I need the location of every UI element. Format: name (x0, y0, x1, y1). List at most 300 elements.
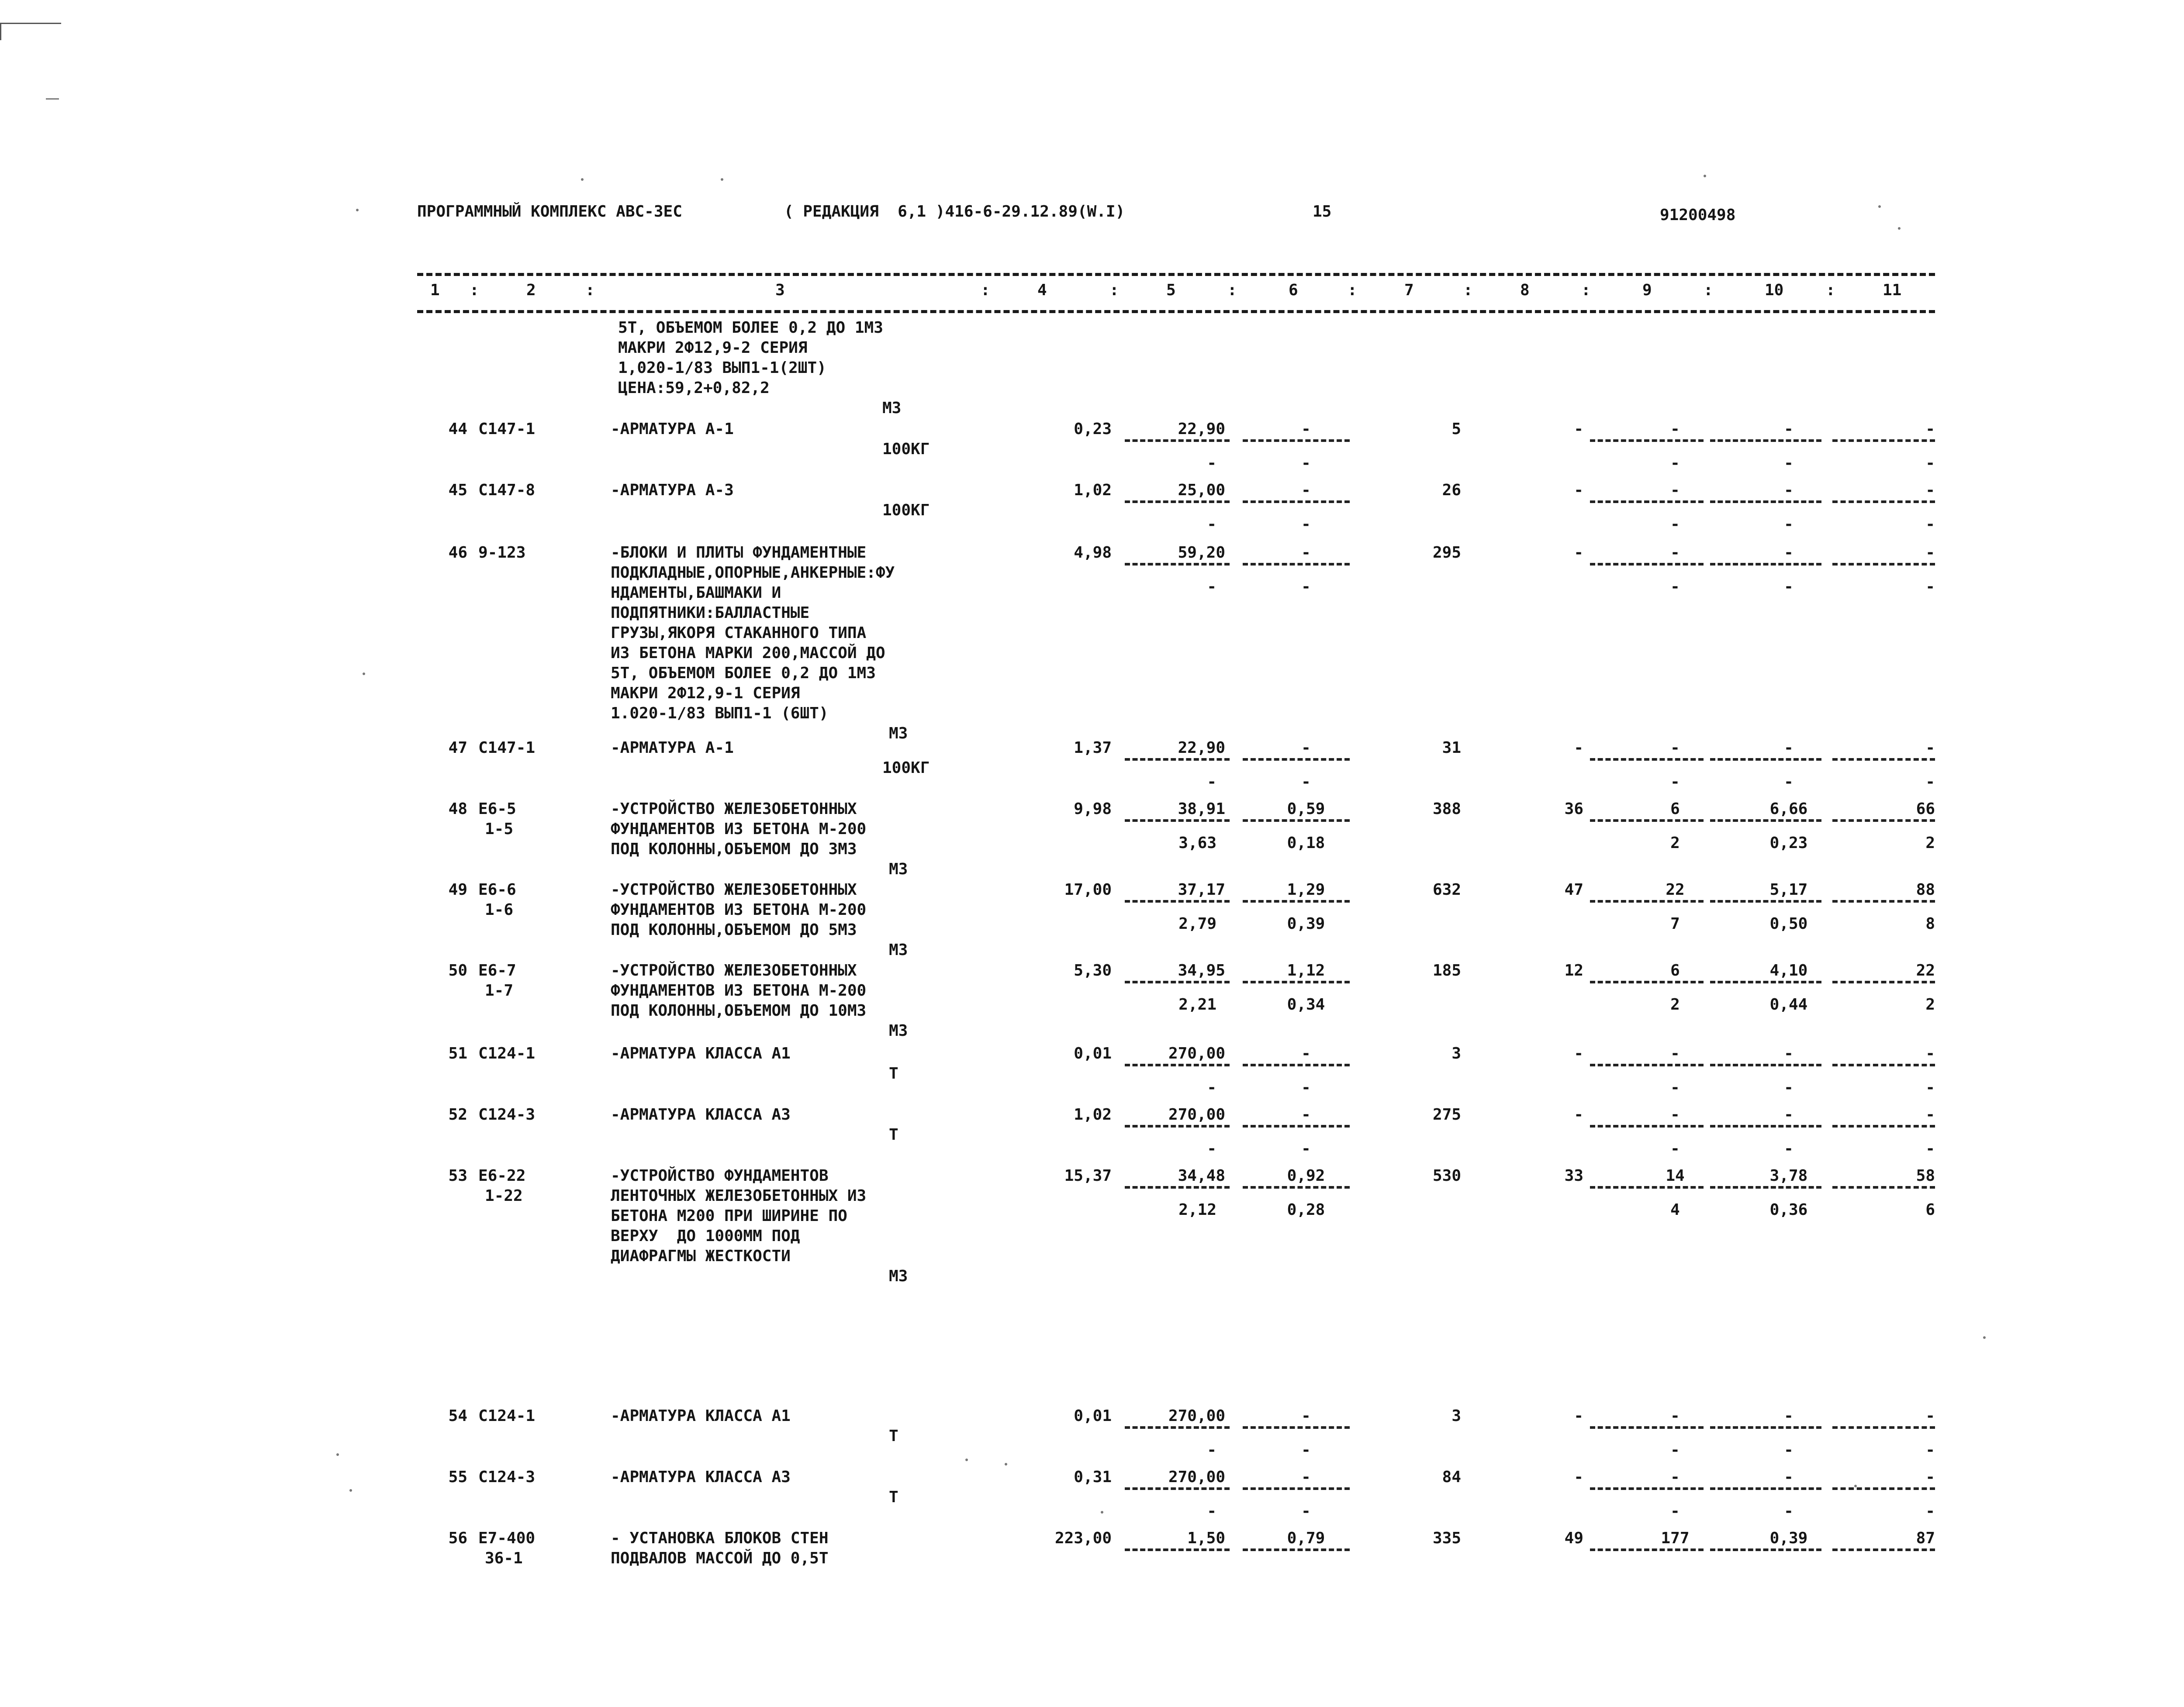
unit-price-machines: 1,29 (1287, 881, 1325, 899)
cost-wages: - (1574, 481, 1583, 499)
scan-speck (1878, 205, 1881, 208)
scan-speck (581, 178, 584, 181)
unit-price-machines: 0,59 (1287, 800, 1325, 818)
unit-price-total: 270,00 (1168, 1468, 1225, 1486)
cost-total: 295 (1432, 544, 1461, 562)
labor-col-11-sub: - (1925, 1441, 1935, 1459)
scan-speck (356, 209, 359, 211)
value-separator (1125, 1125, 1230, 1128)
unit-price-machine-wages: - (1301, 515, 1311, 533)
work-description-line: ГРУЗЫ,ЯКОРЯ СТАКАННОГО ТИПА (611, 624, 867, 642)
unit-price-total: 1,50 (1187, 1529, 1225, 1547)
value-separator (1590, 981, 1704, 983)
labor-col-10: 6,66 (1769, 800, 1808, 818)
quantity-value: 0,01 (1074, 1045, 1112, 1062)
intro-line: ЦЕНА:59,2+0,82,2 (618, 379, 770, 397)
work-description-line: ПОД КОЛОННЫ,ОБЪЕМОМ ДО 3М3 (611, 840, 857, 858)
row-number: 55 (448, 1468, 467, 1486)
unit-of-measure: 100КГ (882, 501, 930, 519)
price-code: Е6-22 (478, 1167, 526, 1185)
labor-col-11-sub: 6 (1925, 1201, 1935, 1219)
column-separator: : (981, 281, 990, 299)
labor-col-11: - (1925, 1407, 1935, 1425)
intro-unit: М3 (882, 399, 902, 417)
unit-price-machine-wages: - (1301, 773, 1311, 791)
cost-total: 26 (1442, 481, 1461, 499)
work-description-line: -АРМАТУРА А-3 (611, 481, 734, 499)
unit-price-total: 34,48 (1178, 1167, 1225, 1185)
work-description-line: МАКРИ 2Ф12,9-1 СЕРИЯ (611, 684, 800, 702)
unit-price-wages: - (1207, 1502, 1216, 1520)
value-separator (1590, 1186, 1704, 1189)
labor-col-10-sub: - (1784, 578, 1794, 596)
price-code-sub: 1-7 (485, 982, 514, 1000)
price-code: С124-3 (478, 1468, 536, 1486)
row-number: 45 (448, 481, 467, 499)
value-separator (1832, 819, 1935, 822)
labor-col-10: 5,17 (1769, 881, 1808, 899)
value-separator (1125, 1487, 1230, 1490)
value-separator (1243, 1426, 1350, 1429)
labor-col-9: - (1670, 1106, 1680, 1124)
value-separator (1710, 758, 1821, 761)
scan-speck (1983, 1336, 1986, 1339)
labor-col-10: 0,39 (1769, 1529, 1808, 1547)
column-header-10: 10 (1765, 281, 1784, 299)
unit-of-measure: М3 (889, 724, 908, 742)
column-header-11: 11 (1883, 281, 1902, 299)
labor-col-10: 4,10 (1769, 962, 1808, 979)
value-separator (1590, 500, 1704, 503)
labor-col-11-sub: - (1925, 773, 1935, 791)
unit-price-total: 37,17 (1178, 881, 1225, 899)
work-description-line: 5Т, ОБЪЕМОМ БОЛЕЕ 0,2 ДО 1М3 (611, 664, 876, 682)
price-code: Е6-5 (478, 800, 516, 818)
value-separator (1125, 758, 1230, 761)
column-header-3: 3 (775, 281, 785, 299)
cost-total: 5 (1451, 420, 1461, 438)
unit-price-machines: - (1301, 1045, 1311, 1062)
intro-line: 1,020-1/83 ВЫП1-1(2ШТ) (618, 359, 826, 377)
cost-total: 3 (1451, 1407, 1461, 1425)
labor-col-11: 22 (1916, 962, 1935, 979)
column-header-8: 8 (1520, 281, 1530, 299)
quantity-value: 0,23 (1074, 420, 1112, 438)
labor-col-10-sub: - (1784, 773, 1794, 791)
scan-speck (363, 672, 365, 675)
value-separator (1710, 819, 1821, 822)
scan-speck (336, 1453, 339, 1456)
scan-speck (1854, 1485, 1857, 1487)
work-description-line: -УСТРОЙСТВО ЖЕЛЕЗОБЕТОННЫХ (611, 800, 857, 818)
quantity-value: 5,30 (1074, 962, 1112, 979)
unit-price-machines: - (1301, 544, 1311, 562)
value-separator (1710, 1186, 1821, 1189)
labor-col-9-sub: 4 (1670, 1201, 1680, 1219)
unit-price-machine-wages: 0,18 (1287, 834, 1325, 852)
quantity-value: 0,01 (1074, 1407, 1112, 1425)
value-separator (1590, 1426, 1704, 1429)
price-code: С147-1 (478, 739, 536, 757)
row-number: 54 (448, 1407, 467, 1425)
quantity-value: 17,00 (1064, 881, 1112, 899)
unit-of-measure: М3 (889, 1267, 908, 1285)
labor-col-11-sub: 2 (1925, 834, 1935, 852)
labor-col-9-sub: - (1670, 454, 1680, 472)
cost-total: 335 (1432, 1529, 1461, 1547)
value-separator (1125, 1064, 1230, 1066)
unit-price-wages: - (1207, 515, 1216, 533)
price-code: С124-1 (478, 1407, 536, 1425)
cost-total: 530 (1432, 1167, 1461, 1185)
labor-col-10-sub: 0,44 (1769, 996, 1808, 1014)
value-separator (1590, 1548, 1704, 1551)
quantity-value: 4,98 (1074, 544, 1112, 562)
column-header-9: 9 (1642, 281, 1652, 299)
labor-col-11: - (1925, 1106, 1935, 1124)
labor-col-10: - (1784, 481, 1794, 499)
quantity-value: 223,00 (1054, 1529, 1112, 1547)
labor-col-10: 3,78 (1769, 1167, 1808, 1185)
unit-price-wages: 3,63 (1178, 834, 1216, 852)
unit-price-wages: 2,12 (1178, 1201, 1216, 1219)
value-separator (1243, 1548, 1350, 1551)
scan-speck (721, 178, 723, 181)
unit-price-wages: 2,79 (1178, 915, 1216, 933)
labor-col-11: - (1925, 739, 1935, 757)
value-separator (1710, 500, 1821, 503)
price-code: Е7-400 (478, 1529, 536, 1547)
column-separator: : (1109, 281, 1119, 299)
row-number: 44 (448, 420, 467, 438)
work-description-line: -БЛОКИ И ПЛИТЫ ФУНДАМЕНТНЫЕ (611, 544, 867, 562)
quantity-value: 9,98 (1074, 800, 1112, 818)
work-description-line: ВЕРХУ ДО 1000ММ ПОД (611, 1227, 800, 1245)
unit-price-machine-wages: - (1301, 1079, 1311, 1097)
work-description-line: -АРМАТУРА А-1 (611, 739, 734, 757)
labor-col-11: - (1925, 420, 1935, 438)
labor-col-9: - (1670, 1468, 1680, 1486)
cost-wages: 33 (1564, 1167, 1583, 1185)
value-separator (1832, 500, 1935, 503)
unit-of-measure: Т (889, 1126, 898, 1144)
column-separator: : (1463, 281, 1473, 299)
value-separator (1832, 1487, 1935, 1490)
unit-price-machines: 0,92 (1287, 1167, 1325, 1185)
labor-col-9-sub: 2 (1670, 996, 1680, 1014)
unit-of-measure: 100КГ (882, 440, 930, 458)
price-code: С147-8 (478, 481, 536, 499)
work-description-line: НДАМЕНТЫ,БАШМАКИ И (611, 584, 781, 602)
value-separator (1832, 900, 1935, 903)
unit-price-wages: - (1207, 1140, 1216, 1158)
value-separator (1243, 900, 1350, 903)
labor-col-9-sub: 2 (1670, 834, 1680, 852)
quantity-value: 1,37 (1074, 739, 1112, 757)
cost-wages: - (1574, 1106, 1583, 1124)
unit-of-measure: М3 (889, 941, 908, 959)
labor-col-10: - (1784, 1106, 1794, 1124)
value-separator (1590, 1125, 1704, 1128)
unit-price-machine-wages: - (1301, 1502, 1311, 1520)
labor-col-11-sub: - (1925, 578, 1935, 596)
labor-col-9: 14 (1666, 1167, 1685, 1185)
value-separator (1590, 439, 1704, 442)
row-number: 46 (448, 544, 467, 562)
unit-price-total: 34,95 (1178, 962, 1225, 979)
labor-col-11-sub: - (1925, 1079, 1935, 1097)
labor-col-11-sub: 2 (1925, 996, 1935, 1014)
scan-corner-mark-vertical (0, 23, 1, 40)
value-separator (1832, 758, 1935, 761)
cost-wages: - (1574, 420, 1583, 438)
scan-speck (1101, 1511, 1103, 1514)
price-code: 9-123 (478, 544, 526, 562)
cost-wages: - (1574, 544, 1583, 562)
work-description-line: 1.020-1/83 ВЫП1-1 (6ШТ) (611, 704, 829, 722)
column-header-5: 5 (1166, 281, 1176, 299)
work-description-line: - УСТАНОВКА БЛОКОВ СТЕН (611, 1529, 829, 1547)
cost-wages: 47 (1564, 881, 1583, 899)
labor-col-9: 177 (1661, 1529, 1690, 1547)
labor-col-9-sub: - (1670, 578, 1680, 596)
labor-col-9-sub: - (1670, 773, 1680, 791)
row-number: 49 (448, 881, 467, 899)
unit-price-total: 270,00 (1168, 1106, 1225, 1124)
labor-col-11: 66 (1916, 800, 1935, 818)
unit-price-machines: - (1301, 1407, 1311, 1425)
labor-col-10-sub: - (1784, 1441, 1794, 1459)
work-description-line: ДИАФРАГМЫ ЖЕСТКОСТИ (611, 1247, 791, 1265)
cost-wages: 49 (1564, 1529, 1583, 1547)
unit-price-machines: - (1301, 420, 1311, 438)
labor-col-9: - (1670, 420, 1680, 438)
column-separator: : (1826, 281, 1835, 299)
program-title: ПРОГРАММНЫЙ КОМПЛЕКС АВС-ЗЕС (417, 203, 682, 221)
labor-col-11: - (1925, 544, 1935, 562)
unit-of-measure: М3 (889, 1022, 908, 1040)
price-code-sub: 36-1 (485, 1549, 523, 1567)
cost-total: 185 (1432, 962, 1461, 979)
unit-price-wages: 2,21 (1178, 996, 1216, 1014)
value-separator (1590, 819, 1704, 822)
labor-col-11: - (1925, 1468, 1935, 1486)
labor-col-10-sub: 0,36 (1769, 1201, 1808, 1219)
value-separator (1243, 563, 1350, 566)
value-separator (1243, 758, 1350, 761)
row-number: 50 (448, 962, 467, 979)
price-code: Е6-7 (478, 962, 516, 979)
cost-wages: - (1574, 1407, 1583, 1425)
unit-price-machines: - (1301, 1106, 1311, 1124)
scan-speck (965, 1459, 968, 1461)
value-separator (1832, 1064, 1935, 1066)
cost-total: 275 (1432, 1106, 1461, 1124)
value-separator (1590, 563, 1704, 566)
value-separator (1590, 758, 1704, 761)
row-number: 51 (448, 1045, 467, 1062)
work-description-line: -АРМАТУРА КЛАССА А1 (611, 1407, 791, 1425)
value-separator (1710, 1064, 1821, 1066)
value-separator (1125, 439, 1230, 442)
unit-price-machines: - (1301, 481, 1311, 499)
price-code: С124-3 (478, 1106, 536, 1124)
labor-col-10-sub: - (1784, 454, 1794, 472)
row-number: 48 (448, 800, 467, 818)
unit-price-total: 22,90 (1178, 739, 1225, 757)
value-separator (1590, 900, 1704, 903)
unit-price-wages: - (1207, 1079, 1216, 1097)
labor-col-9-sub: - (1670, 1079, 1680, 1097)
value-separator (1243, 439, 1350, 442)
value-separator (1710, 981, 1821, 983)
cost-total: 31 (1442, 739, 1461, 757)
labor-col-10: - (1784, 1407, 1794, 1425)
quantity-value: 15,37 (1064, 1167, 1112, 1185)
labor-col-11: - (1925, 481, 1935, 499)
scan-corner-mark (0, 23, 61, 24)
labor-col-11-sub: 8 (1925, 915, 1935, 933)
price-code-sub: 1-6 (485, 901, 514, 919)
cost-total: 84 (1442, 1468, 1461, 1486)
cost-total: 632 (1432, 881, 1461, 899)
row-number: 56 (448, 1529, 467, 1547)
cost-total: 3 (1451, 1045, 1461, 1062)
labor-col-9-sub: 7 (1670, 915, 1680, 933)
column-separator: : (1348, 281, 1357, 299)
labor-col-10-sub: 0,23 (1769, 834, 1808, 852)
value-separator (1125, 900, 1230, 903)
column-header-4: 4 (1037, 281, 1047, 299)
table-header-rule (417, 310, 1935, 313)
intro-line: МАКРИ 2Ф12,9-2 СЕРИЯ (618, 339, 808, 357)
unit-price-machines: - (1301, 1468, 1311, 1486)
unit-price-wages: - (1207, 578, 1216, 596)
labor-col-10: - (1784, 544, 1794, 562)
price-code: С147-1 (478, 420, 536, 438)
work-description-line: ПОДКЛАДНЫЕ,ОПОРНЫЕ,АНКЕРНЫЕ:ФУ (611, 564, 895, 582)
price-code: Е6-6 (478, 881, 516, 899)
quantity-value: 1,02 (1074, 481, 1112, 499)
value-separator (1710, 1487, 1821, 1490)
value-separator (1710, 1548, 1821, 1551)
document-code: 91200498 (1660, 206, 1736, 224)
value-separator (1125, 1548, 1230, 1551)
labor-col-11: 88 (1916, 881, 1935, 899)
work-description-line: -УСТРОЙСТВО ЖЕЛЕЗОБЕТОННЫХ (611, 962, 857, 979)
value-separator (1125, 1426, 1230, 1429)
work-description-line: ПОД КОЛОННЫ,ОБЪЕМОМ ДО 5М3 (611, 921, 857, 939)
work-description-line: ФУНДАМЕНТОВ ИЗ БЕТОНА М-200 (611, 820, 867, 838)
labor-col-9-sub: - (1670, 1441, 1680, 1459)
labor-col-9: - (1670, 544, 1680, 562)
quantity-value: 1,02 (1074, 1106, 1112, 1124)
labor-col-10: - (1784, 1468, 1794, 1486)
table-top-rule (417, 273, 1935, 276)
unit-price-machine-wages: - (1301, 1441, 1311, 1459)
unit-price-total: 270,00 (1168, 1407, 1225, 1425)
unit-price-wages: - (1207, 454, 1216, 472)
value-separator (1125, 1186, 1230, 1189)
column-separator: : (1581, 281, 1591, 299)
labor-col-9: - (1670, 481, 1680, 499)
price-code: С124-1 (478, 1045, 536, 1062)
work-description-line: -УСТРОЙСТВО ЖЕЛЕЗОБЕТОННЫХ (611, 881, 857, 899)
unit-price-total: 38,91 (1178, 800, 1225, 818)
row-number: 52 (448, 1106, 467, 1124)
page-number: 15 (1313, 203, 1332, 221)
price-code-sub: 1-5 (485, 820, 514, 838)
work-description-line: -АРМАТУРА КЛАССА А3 (611, 1106, 791, 1124)
scan-speck (1898, 227, 1901, 230)
labor-col-11-sub: - (1925, 454, 1935, 472)
work-description-line: ФУНДАМЕНТОВ ИЗ БЕТОНА М-200 (611, 901, 867, 919)
labor-col-10: - (1784, 1045, 1794, 1062)
column-header-2: 2 (526, 281, 536, 299)
column-separator: : (470, 281, 479, 299)
value-separator (1832, 1125, 1935, 1128)
scan-speck (349, 1489, 352, 1492)
value-separator (1710, 1125, 1821, 1128)
value-separator (1243, 819, 1350, 822)
work-description-line: ПОД КОЛОННЫ,ОБЪЕМОМ ДО 10М3 (611, 1002, 867, 1020)
cost-wages: - (1574, 1468, 1583, 1486)
column-separator: : (585, 281, 595, 299)
row-number: 47 (448, 739, 467, 757)
scan-mark (46, 98, 59, 100)
labor-col-10-sub: - (1784, 1502, 1794, 1520)
value-separator (1243, 981, 1350, 983)
labor-col-9: 6 (1670, 800, 1680, 818)
unit-price-machine-wages: 0,39 (1287, 915, 1325, 933)
work-description-line: -АРМАТУРА А-1 (611, 420, 734, 438)
labor-col-9-sub: - (1670, 1140, 1680, 1158)
value-separator (1832, 1186, 1935, 1189)
value-separator (1243, 500, 1350, 503)
value-separator (1125, 981, 1230, 983)
unit-price-machine-wages: - (1301, 1140, 1311, 1158)
intro-line: 5Т, ОБЪЕМОМ БОЛЕЕ 0,2 ДО 1М3 (618, 319, 883, 337)
cost-wages: - (1574, 739, 1583, 757)
unit-price-machine-wages: 0,28 (1287, 1201, 1325, 1219)
labor-col-10-sub: - (1784, 515, 1794, 533)
value-separator (1243, 1186, 1350, 1189)
edition-info: ( РЕДАКЦИЯ 6,1 )416-6-29.12.89(W.I) (784, 203, 1125, 221)
labor-col-11-sub: - (1925, 1502, 1935, 1520)
value-separator (1125, 500, 1230, 503)
column-header-7: 7 (1404, 281, 1414, 299)
work-description-line: -АРМАТУРА КЛАССА А3 (611, 1468, 791, 1486)
labor-col-9: - (1670, 739, 1680, 757)
labor-col-11: - (1925, 1045, 1935, 1062)
column-separator: : (1227, 281, 1237, 299)
labor-col-9: 6 (1670, 962, 1680, 979)
unit-price-total: 59,20 (1178, 544, 1225, 562)
value-separator (1243, 1125, 1350, 1128)
unit-price-total: 25,00 (1178, 481, 1225, 499)
quantity-value: 0,31 (1074, 1468, 1112, 1486)
labor-col-11: 58 (1916, 1167, 1935, 1185)
column-header-1: 1 (430, 281, 440, 299)
labor-col-9: 22 (1666, 881, 1685, 899)
work-description-line: -АРМАТУРА КЛАССА А1 (611, 1045, 791, 1062)
labor-col-11-sub: - (1925, 1140, 1935, 1158)
unit-of-measure: Т (889, 1427, 898, 1445)
cost-total: 388 (1432, 800, 1461, 818)
labor-col-11: 87 (1916, 1529, 1935, 1547)
unit-price-machines: - (1301, 739, 1311, 757)
work-description-line: ИЗ БЕТОНА МАРКИ 200,МАССОЙ ДО (611, 644, 885, 662)
